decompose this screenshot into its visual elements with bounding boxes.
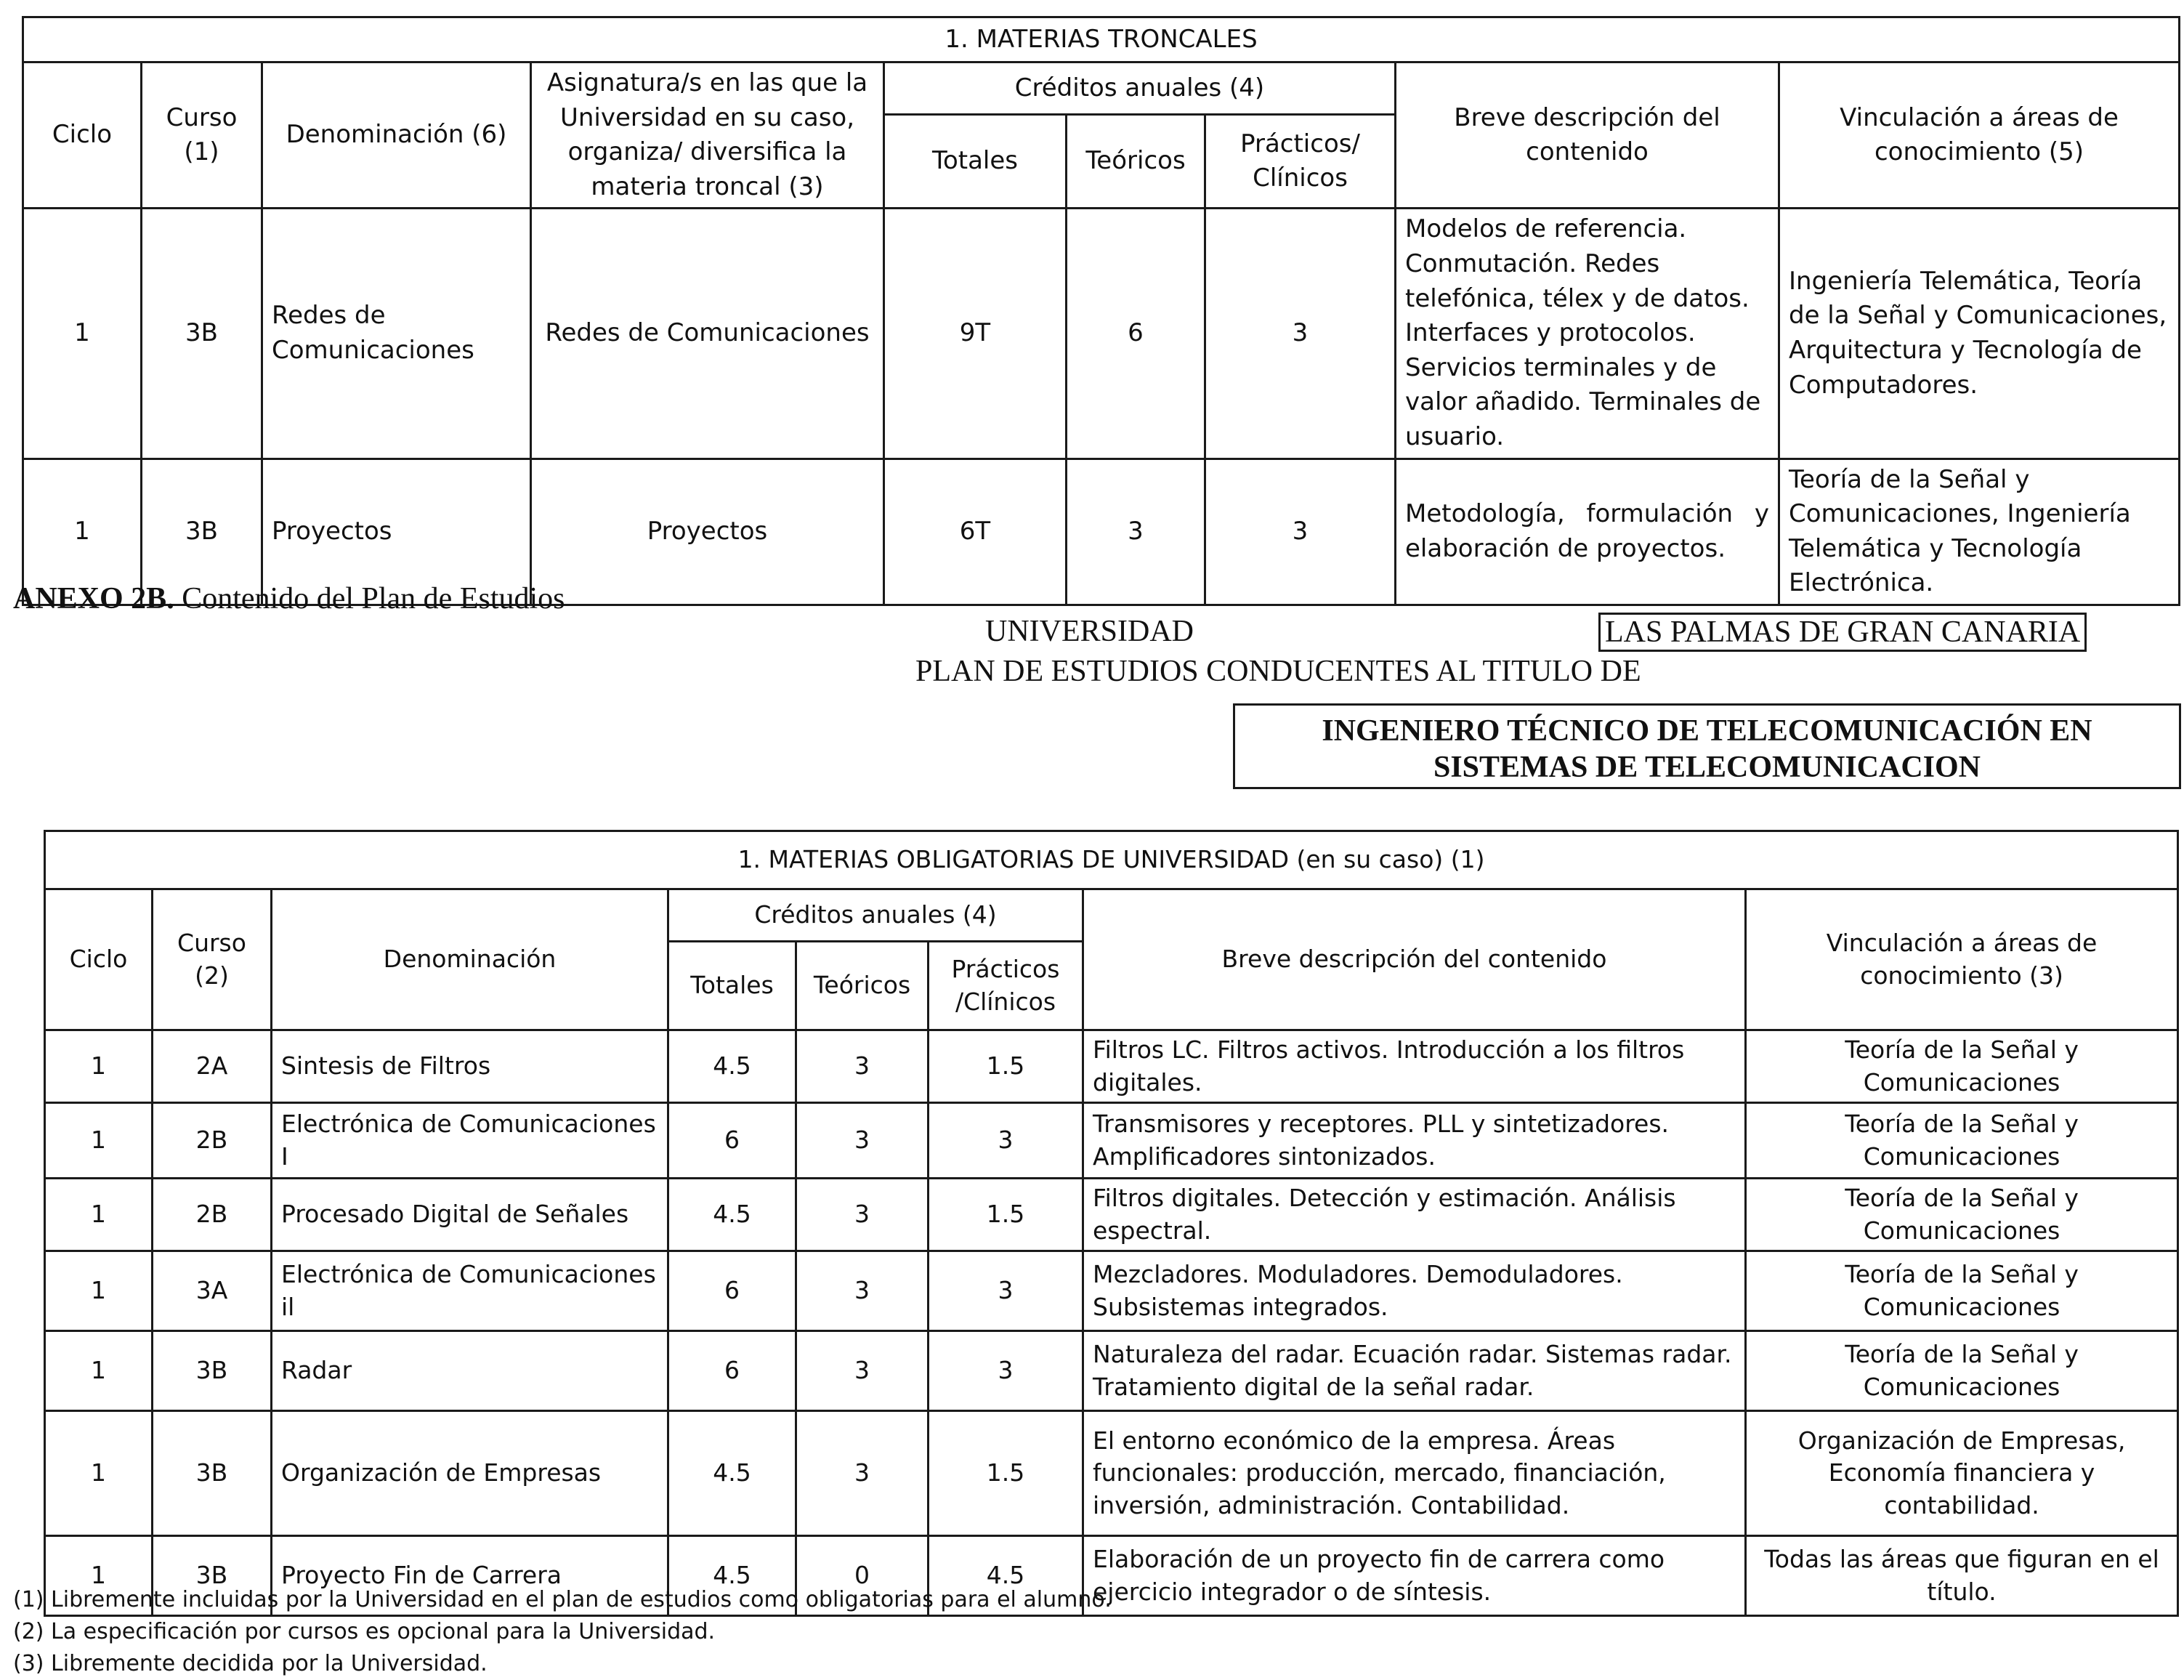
cell-ciclo: 1: [23, 459, 142, 605]
header-practicos: Prácticos/ Clínicos: [1205, 114, 1396, 208]
cell-curso: 3B: [153, 1411, 272, 1536]
cell-totales: 4.5: [668, 1536, 796, 1616]
footnote: (2) La especificación por cursos es opcional para la Universidad.: [13, 1619, 716, 1644]
universidad-name: LAS PALMAS DE GRAN CANARIA: [1598, 613, 2087, 652]
header-creditos: Créditos anuales (4): [668, 889, 1083, 942]
header-vinculacion: Vinculación a áreas de conocimiento (3): [1746, 889, 2178, 1030]
cell-totales: 6: [668, 1103, 796, 1179]
cell-curso: 3B: [142, 459, 262, 605]
anexo-label: ANEXO 2B.: [13, 582, 174, 615]
cell-descripcion: El entorno económico de la empresa. Áreas funcionales: producción, mercado, financiación, inversión, administración. Contabilidad.: [1083, 1411, 1746, 1536]
cell-teoricos: 3: [796, 1331, 929, 1411]
cell-curso: 3B: [153, 1536, 272, 1616]
header-descripcion: Breve descripción del contenido: [1083, 889, 1746, 1030]
header-practicos: Prácticos /Clínicos: [929, 942, 1083, 1030]
cell-ciclo: 1: [45, 1331, 153, 1411]
cell-denominacion: Proyectos: [262, 459, 531, 605]
cell-totales: 4.5: [668, 1411, 796, 1536]
universidad-label: UNIVERSIDAD: [985, 615, 1194, 648]
cell-denominacion: Radar: [272, 1331, 668, 1411]
header-totales: Totales: [884, 114, 1067, 208]
cell-teoricos: 3: [796, 1251, 929, 1331]
cell-curso: 2B: [153, 1103, 272, 1179]
cell-practicos: 1.5: [929, 1411, 1083, 1536]
plan-title: PLAN DE ESTUDIOS CONDUCENTES AL TITULO DE: [915, 655, 1641, 688]
header-ciclo: Ciclo: [23, 62, 142, 209]
cell-descripcion: Mezcladores. Moduladores. Demoduladores. Subsistemas integrados.: [1083, 1251, 1746, 1331]
cell-teoricos: 0: [796, 1536, 929, 1616]
header-teoricos: Teóricos: [1067, 114, 1205, 208]
cell-vinculacion: Todas las áreas que figuran en el título.: [1746, 1536, 2178, 1616]
anexo-text: Contenido del Plan de Estudios: [174, 582, 565, 615]
troncales-table: [22, 16, 2180, 606]
degree-title-line-1: INGENIERO TÉCNICO DE TELECOMUNICACIÓN EN: [1322, 714, 2092, 748]
degree-title-line-2: SISTEMAS DE TELECOMUNICACION: [1433, 751, 1981, 785]
cell-denominacion: Procesado Digital de Señales: [272, 1179, 668, 1251]
cell-teoricos: 3: [1067, 459, 1205, 605]
cell-practicos: 3: [1205, 459, 1396, 605]
cell-ciclo: 1: [23, 209, 142, 459]
cell-ciclo: 1: [45, 1103, 153, 1179]
cell-vinculacion: Teoría de la Señal y Comunicaciones: [1746, 1251, 2178, 1331]
cell-totales: 9T: [884, 209, 1067, 459]
cell-practicos: 4.5: [929, 1536, 1083, 1616]
cell-denominacion: Redes de Comunicaciones: [262, 209, 531, 459]
cell-curso: 2B: [153, 1179, 272, 1251]
cell-asignatura: Redes de Comunicaciones: [531, 209, 884, 459]
cell-ciclo: 1: [45, 1179, 153, 1251]
header-ciclo: Ciclo: [45, 889, 153, 1030]
header-curso: Curso (2): [153, 889, 272, 1030]
table-row: [45, 1251, 2178, 1331]
cell-vinculacion: Teoría de la Señal y Comunicaciones: [1746, 1179, 2178, 1251]
cell-teoricos: 3: [796, 1411, 929, 1536]
degree-title-box: [1233, 703, 2181, 789]
cell-ciclo: 1: [45, 1030, 153, 1103]
cell-practicos: 3: [929, 1251, 1083, 1331]
cell-curso: 2A: [153, 1030, 272, 1103]
obligatorias-table: [44, 830, 2179, 1617]
obligatorias-body: [45, 1030, 2178, 1616]
cell-ciclo: 1: [45, 1411, 153, 1536]
cell-ciclo: 1: [45, 1536, 153, 1616]
cell-teoricos: 3: [796, 1103, 929, 1179]
cell-practicos: 1.5: [929, 1179, 1083, 1251]
cell-denominacion: Organización de Empresas: [272, 1411, 668, 1536]
cell-practicos: 3: [929, 1103, 1083, 1179]
cell-ciclo: 1: [45, 1251, 153, 1331]
cell-totales: 4.5: [668, 1179, 796, 1251]
obligatorias-title: 1. MATERIAS OBLIGATORIAS DE UNIVERSIDAD (en su caso) (1): [45, 831, 2178, 889]
cell-totales: 6T: [884, 459, 1067, 605]
table-row: [45, 1331, 2178, 1411]
cell-descripcion: Filtros LC. Filtros activos. Introducción a los filtros digitales.: [1083, 1030, 1746, 1103]
cell-teoricos: 3: [796, 1030, 929, 1103]
table-row: [45, 1411, 2178, 1536]
cell-vinculacion: Teoría de la Señal y Comunicaciones: [1746, 1030, 2178, 1103]
troncales-title: 1. MATERIAS TRONCALES: [23, 17, 2180, 62]
cell-denominacion: Electrónica de Comunicaciones I: [272, 1103, 668, 1179]
table-row: [45, 1103, 2178, 1179]
cell-practicos: 1.5: [929, 1030, 1083, 1103]
cell-descripcion: Modelos de referencia. Conmutación. Redes telefónica, télex y de datos. Interfaces y protocolos. Servicios terminales y de valor añadido. Terminales de usuario.: [1396, 209, 1779, 459]
header-creditos: Créditos anuales (4): [884, 62, 1396, 115]
header-curso: Curso (1): [142, 62, 262, 209]
cell-curso: 3B: [153, 1331, 272, 1411]
footnotes: [13, 1584, 1112, 1680]
cell-vinculacion: Teoría de la Señal y Comunicaciones: [1746, 1331, 2178, 1411]
cell-teoricos: 3: [796, 1179, 929, 1251]
cell-descripcion: Elaboración de un proyecto fin de carrera como ejercicio integrador o de síntesis.: [1083, 1536, 1746, 1616]
cell-curso: 3B: [142, 209, 262, 459]
cell-descripcion: Transmisores y receptores. PLL y sintetizadores. Amplificadores sintonizados.: [1083, 1103, 1746, 1179]
cell-vinculacion: Teoría de la Señal y Comunicaciones, Ingeniería Telemática y Tecnología Electrónica.: [1779, 459, 2180, 605]
cell-asignatura: Proyectos: [531, 459, 884, 605]
header-teoricos: Teóricos: [796, 942, 929, 1030]
cell-denominacion: Electrónica de Comunicaciones il: [272, 1251, 668, 1331]
cell-totales: 4.5: [668, 1030, 796, 1103]
header-descripcion: Breve descripción del contenido: [1396, 62, 1779, 209]
cell-vinculacion: Ingeniería Telemática, Teoría de la Señal y Comunicaciones, Arquitectura y Tecnología de Computadores.: [1779, 209, 2180, 459]
cell-descripcion: Naturaleza del radar. Ecuación radar. Sistemas radar. Tratamiento digital de la señal radar.: [1083, 1331, 1746, 1411]
cell-descripcion: Filtros digitales. Detección y estimación. Análisis espectral.: [1083, 1179, 1746, 1251]
cell-totales: 6: [668, 1251, 796, 1331]
table-row: [45, 1030, 2178, 1103]
cell-vinculacion: Teoría de la Señal y Comunicaciones: [1746, 1103, 2178, 1179]
cell-teoricos: 6: [1067, 209, 1205, 459]
table-row: [45, 1179, 2178, 1251]
table-row: [23, 209, 2180, 459]
cell-vinculacion: Organización de Empresas, Economía financiera y contabilidad.: [1746, 1411, 2178, 1536]
cell-denominacion: Proyecto Fin de Carrera: [272, 1536, 668, 1616]
footnote: (1) Libremente incluidas por la Universidad en el plan de estudios como obligatorias para el alumno.: [13, 1587, 1112, 1612]
header-denominacion: Denominación (6): [262, 62, 531, 209]
cell-denominacion: Sintesis de Filtros: [272, 1030, 668, 1103]
header-asignatura: Asignatura/s en las que la Universidad en su caso, organiza/ diversifica la materia troncal (3): [531, 62, 884, 209]
cell-totales: 6: [668, 1331, 796, 1411]
cell-curso: 3A: [153, 1251, 272, 1331]
anexo-heading: [13, 581, 565, 616]
header-denominacion: Denominación: [272, 889, 668, 1030]
header-vinculacion: Vinculación a áreas de conocimiento (5): [1779, 62, 2180, 209]
footnote: (3) Libremente decidida por la Universidad.: [13, 1651, 488, 1676]
cell-practicos: 3: [929, 1331, 1083, 1411]
cell-practicos: 3: [1205, 209, 1396, 459]
header-totales: Totales: [668, 942, 796, 1030]
cell-descripcion: Metodología, formulación y elaboración de proyectos.: [1396, 459, 1779, 605]
